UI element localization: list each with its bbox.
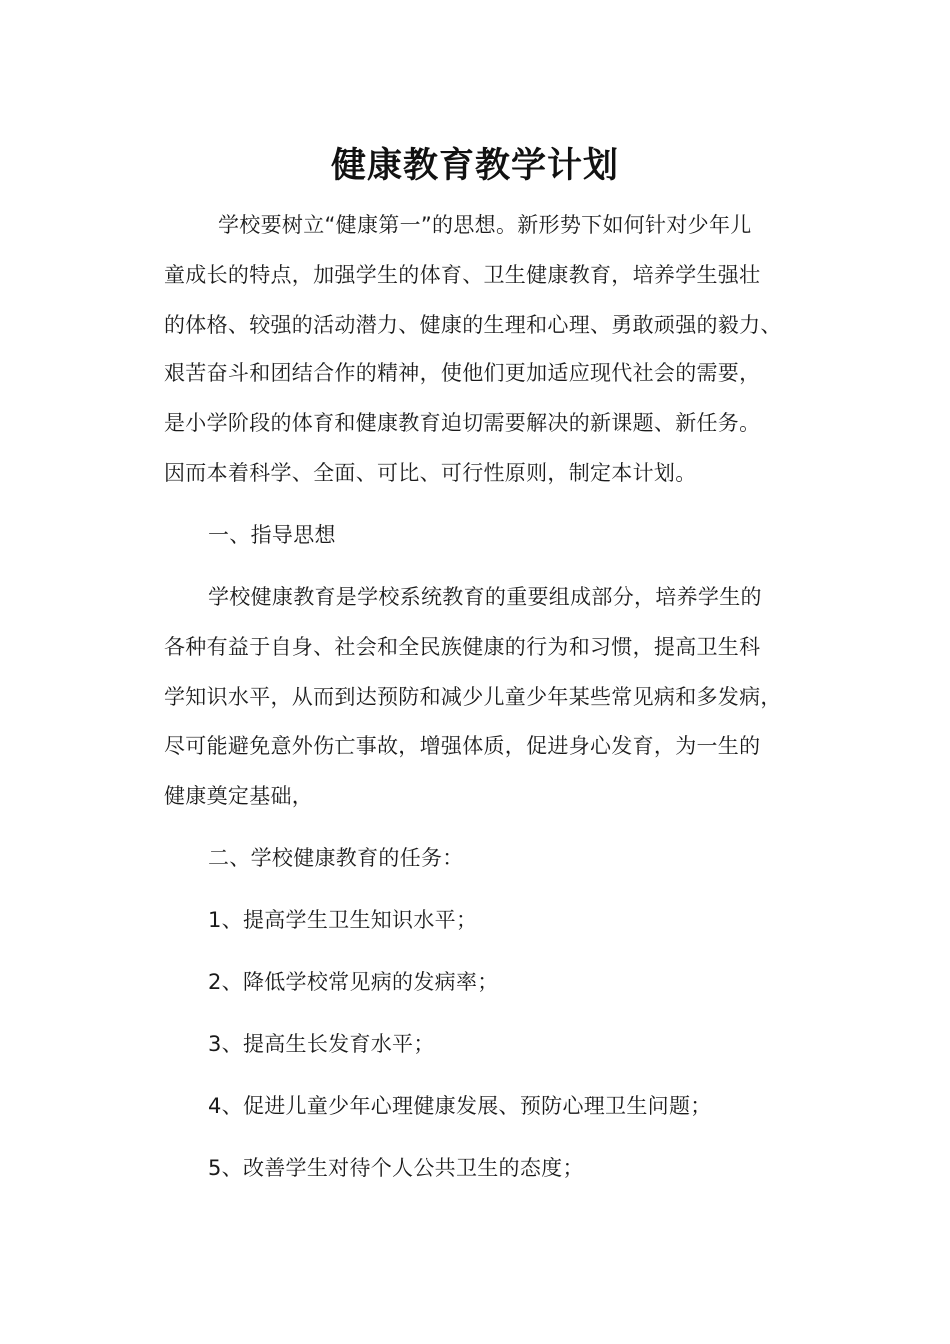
task-item-4: 4、促进儿童少年心理健康发展、预防心理卫生问题； [208, 1094, 712, 1118]
task-item-1: 1、提高学生卫生知识水平； [208, 908, 478, 932]
document-title: 健康教育教学计划 [330, 146, 619, 186]
intro-line-5: 是小学阶段的体育和健康教育迫切需要解决的新课题、新任务。 [164, 411, 761, 435]
section1-line-3: 学知识水平，从而到达预防和减少儿童少年某些常见病和多发病， [164, 685, 782, 709]
intro-line-2: 童成长的特点，加强学生的体育、卫生健康教育，培养学生强壮 [164, 263, 761, 287]
task-item-5: 5、改善学生对待个人公共卫生的态度； [208, 1156, 584, 1180]
intro-line-1: 学校要树立“健康第一”的思想。新形势下如何针对少年儿 [218, 213, 752, 237]
intro-line-3: 的体格、较强的活动潜力、健康的生理和心理、勇敢顽强的毅力、 [164, 313, 782, 337]
task-item-3: 3、提高生长发育水平； [208, 1032, 435, 1056]
task-item-2: 2、降低学校常见病的发病率； [208, 970, 499, 994]
intro-line-6: 因而本着科学、全面、可比、可行性原则，制定本计划。 [164, 461, 697, 485]
section1-line-5: 健康奠定基础， [164, 784, 314, 808]
section2-heading: 二、学校健康教育的任务： [208, 846, 464, 870]
section1-line-4: 尽可能避免意外伤亡事故，增强体质，促进身心发育，为一生的 [164, 734, 761, 758]
section1-line-2: 各种有益于自身、社会和全民族健康的行为和习惯，提高卫生科 [164, 635, 761, 659]
section1-line-1: 学校健康教育是学校系统教育的重要组成部分，培养学生的 [208, 585, 762, 609]
section1-heading: 一、指导思想 [208, 523, 336, 547]
intro-line-4: 艰苦奋斗和团结合作的精神，使他们更加适应现代社会的需要， [164, 361, 761, 385]
